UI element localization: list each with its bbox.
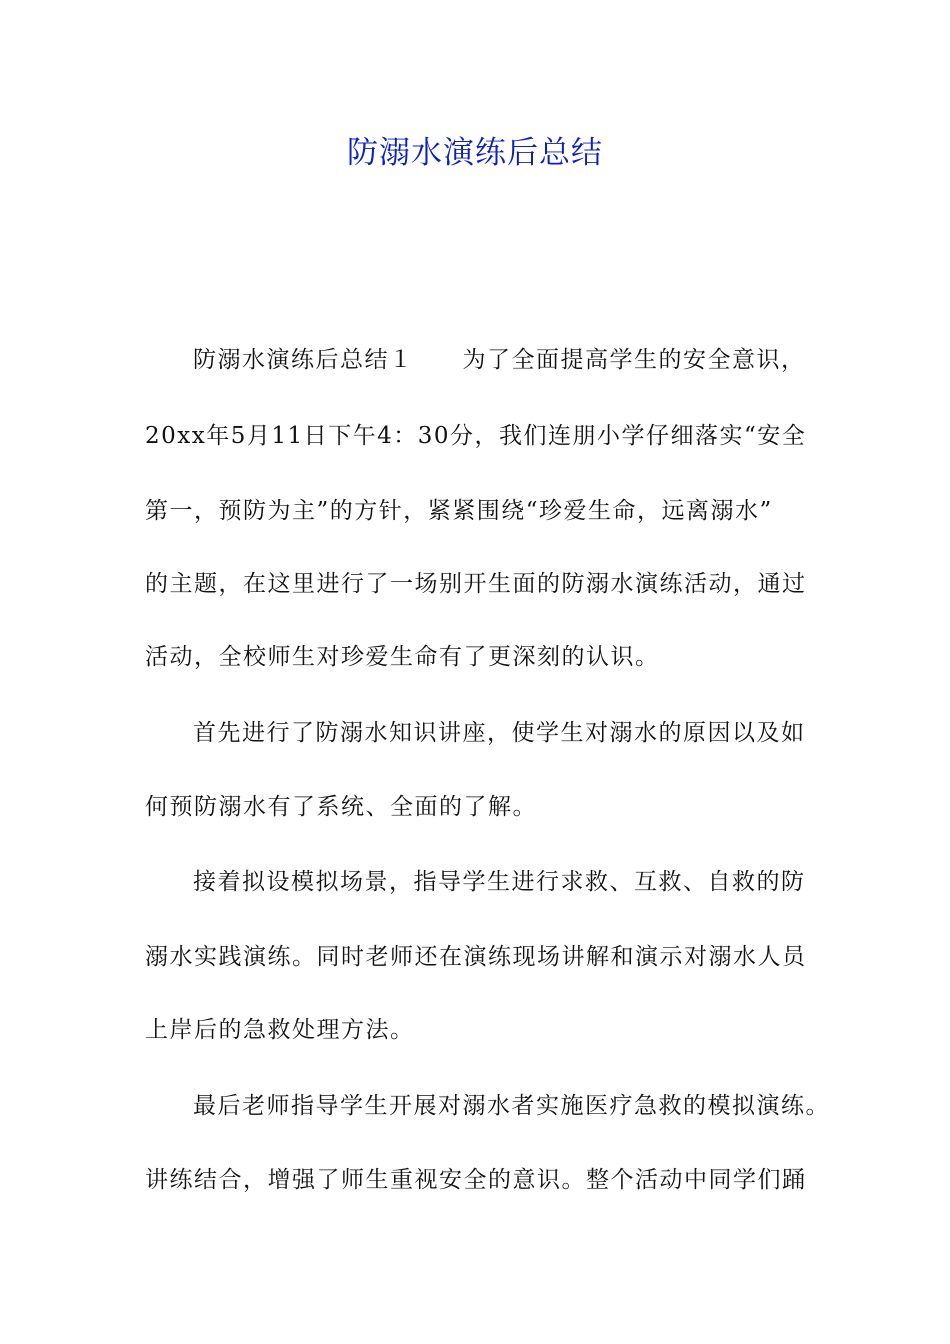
- paragraph-1-line-5: 活动，全校师生对珍爱生命有了更深刻的认识。: [145, 644, 660, 670]
- paragraph-1-line-1: 防溺水演练后总结１ 为了全面提高学生的安全意识，: [193, 347, 806, 373]
- paragraph-2-line-1: 首先进行了防溺水知识讲座，使学生对溺水的原因以及如: [193, 720, 806, 746]
- paragraph-3-line-3: 上岸后的急救处理方法。: [145, 1017, 415, 1043]
- paragraph-4-line-2: 讲练结合，增强了师生重视安全的意识。整个活动中同学们踊: [145, 1167, 807, 1193]
- paragraph-3-line-2: 溺水实践演练。同时老师还在演练现场讲解和演示对溺水人员: [145, 944, 807, 970]
- paragraph-2-line-2: 何预防溺水有了系统、全面的了解。: [145, 794, 537, 820]
- document-title: 防溺水演练后总结: [347, 135, 603, 171]
- paragraph-4-line-1: 最后老师指导学生开展对溺水者实施医疗急救的模拟演练。: [193, 1093, 830, 1119]
- paragraph-1-line-4: 的主题，在这里进行了一场别开生面的防溺水演练活动，通过: [145, 571, 807, 597]
- paragraph-1-line-3: 第一，预防为主”的方针，紧紧围绕“珍爱生命，远离溺水”: [145, 498, 773, 524]
- paragraph-3-line-1: 接着拟设模拟场景，指导学生进行求救、互救、自救的防: [193, 869, 806, 895]
- paragraph-1-line-2: 20xx年5月11日下午4：30分，我们连朋小学仔细落实“安全: [145, 423, 807, 449]
